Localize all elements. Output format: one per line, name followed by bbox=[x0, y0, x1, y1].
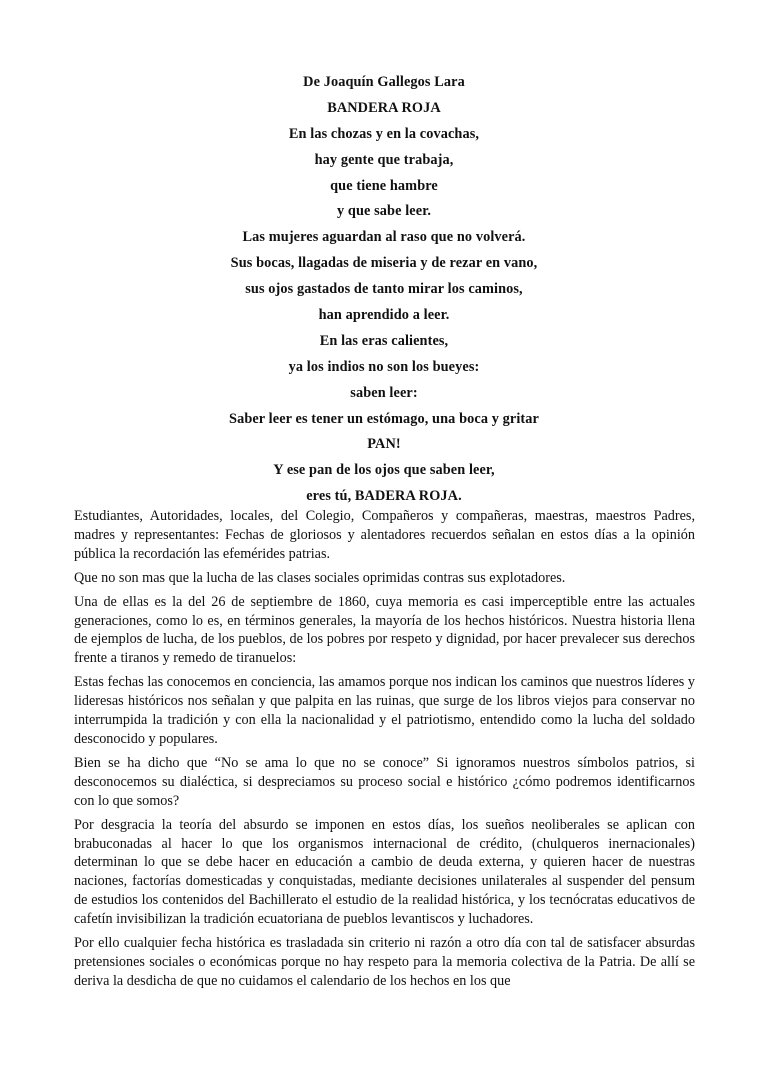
poem-line: Sus bocas, llagadas de miseria y de rezar en vano, bbox=[230, 255, 538, 272]
poem-line: PAN! bbox=[367, 436, 401, 453]
poem-block bbox=[0, 70, 768, 510]
poem-line: sus ojos gastados de tanto mirar los caminos, bbox=[245, 281, 523, 298]
paragraph: Por desgracia la teoría del absurdo se imponen en estos días, los sueños neoliberales se aplican con brabuconadas al hacer lo que los organismos internacional de crédito, (chulqueros inernacionales) determinan lo que se debe hacer en educación a cambio de deuda externa, y quieren hacer de nuestras naciones, factorías domesticadas y conquistadas, mediante decisiones unilaterales al suspender del pensum de estudios los contenidos del Bachillerato el estudio de la realidad histórica, y los tecnócratas educativos de cafetín invisibilizan la tradición ecuatoriana de pueblos levantiscos y luchadores. bbox=[74, 816, 695, 928]
paragraph: Bien se ha dicho que “No se ama lo que no se conoce” Si ignoramos nuestros símbolos patrios, si desconocemos su dialéctica, si despreciamos su proceso social e histórico ¿cómo podremos identificarnos con lo que somos? bbox=[74, 754, 695, 809]
paragraph: Que no son mas que la lucha de las clases sociales oprimidas contras sus explotadores. bbox=[74, 569, 566, 586]
poem-line: eres tú, BADERA ROJA. bbox=[306, 488, 462, 505]
poem-line: saben leer: bbox=[350, 384, 418, 401]
poem-line: han aprendido a leer. bbox=[318, 307, 450, 324]
poem-line: En las chozas y en la covachas, bbox=[288, 125, 480, 142]
poem-line: ya los indios no son los bueyes: bbox=[288, 358, 480, 375]
body-text bbox=[74, 507, 695, 996]
paragraph: Estudiantes, Autoridades, locales, del Colegio, Compañeros y compañeras, maestras, maestros Padres, madres y representantes: Fechas de gloriosos y alentadores recuerdos señalan en estos días a la opinión pública la recordación las efemérides patrias. bbox=[74, 508, 695, 562]
poem-line: y que sabe leer. bbox=[337, 203, 431, 220]
paragraph: Estas fechas las conocemos en conciencia, las amamos porque nos indican los caminos que nuestros líderes y lideresas históricos nos señalan y que palpita en las ruinas, que surge de los libros viejos para conservar no interrumpida la tradición y con ella la nacionalidad y el patriotismo, entendido como la lucha del soldado desconocido y populares. bbox=[74, 674, 695, 747]
paragraph: Una de ellas es la del 26 de septiembre de 1860, cuya memoria es casi imperceptible entre las actuales generaciones, como lo es, en términos generales, la mayoría de los hechos históricos. Nuestra historia llena de ejemplos de lucha, de los pueblos, de los pobres por respeto y dignidad, por hacer prevalecer sus derechos frente a tiranos y remedo de tiranuelos: bbox=[74, 593, 695, 667]
poem-line: Y ese pan de los ojos que saben leer, bbox=[273, 462, 495, 479]
poem-line: Saber leer es tener un estómago, una boca y gritar bbox=[229, 410, 539, 427]
poem-line: En las eras calientes, bbox=[319, 332, 449, 349]
poem-title: BANDERA ROJA bbox=[327, 99, 441, 116]
poem-line: hay gente que trabaja, bbox=[314, 151, 454, 168]
poem-author-line: De Joaquín Gallegos Lara bbox=[303, 74, 465, 90]
poem-line: Las mujeres aguardan al raso que no volverá. bbox=[242, 229, 526, 246]
paragraph: Por ello cualquier fecha histórica es trasladada sin criterio ni razón a otro día con tal de satisfacer absurdas pretensiones sociales o económicas porque no hay respeto para la memoria colectiva de la Patria. De allí se deriva la desdicha de que no cuidamos el calendario de los hechos en los que bbox=[74, 935, 695, 989]
poem-line: que tiene hambre bbox=[330, 177, 438, 194]
